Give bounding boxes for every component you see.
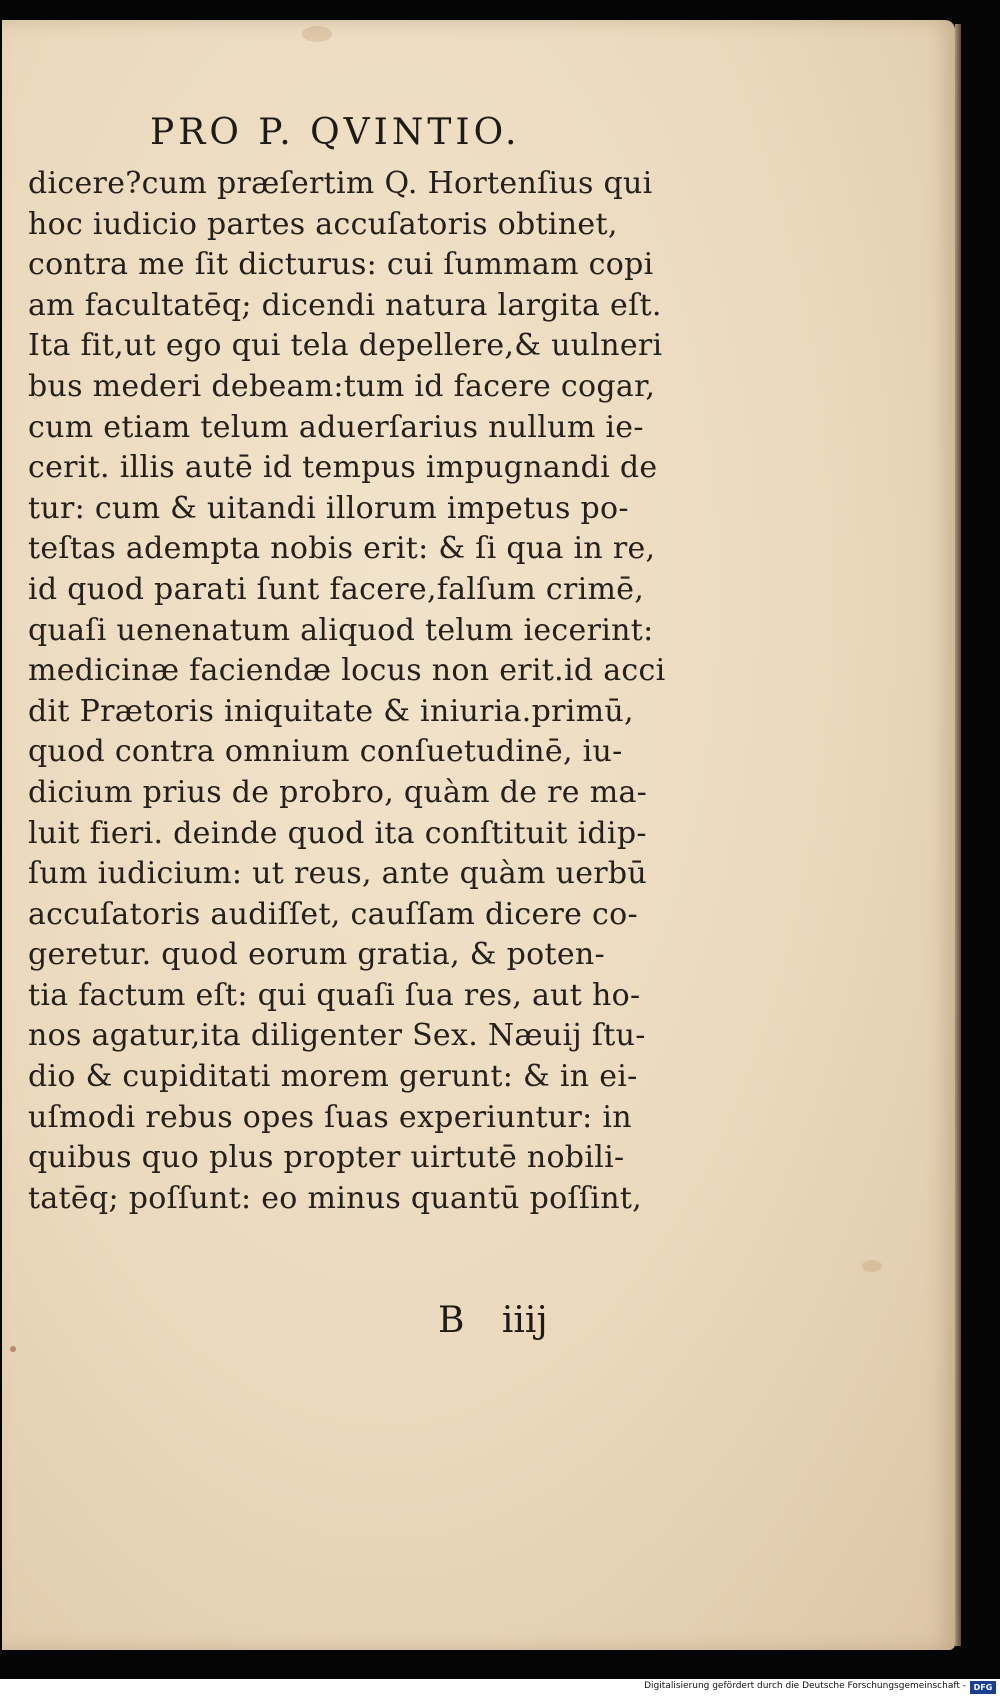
signature-mark: B iiij [438,1300,548,1341]
text-line: tatēq; poſſunt: eo minus quantū poſſint, [28,1180,643,1216]
text-line: tia factum eſt: qui quaſi ſua res, aut ho- [28,977,641,1013]
text-line: geretur. quod eorum gratia, & poten- [28,937,605,973]
text-line: uſmodi rebus opes ſuas experiuntur: in [28,1099,632,1135]
text-line: nos agatur,ita diligenter Sex. Næuij ſtu- [28,1018,646,1054]
text-line: dit Prætoris iniquitate & iniuria.primū, [28,693,634,729]
paper-stain [302,26,332,42]
text-line: medicinæ faciendæ locus non erit.id acci [28,653,666,689]
paper-stain [862,1260,882,1272]
text-line: bus mederi debeam:tum id facere cogar, [28,368,656,404]
text-line: tur: cum & uitandi illorum impetus po- [28,490,629,526]
text-line: dio & cupiditati morem gerunt: & in ei- [28,1059,638,1095]
footer-credit: Digitalisierung gefördert durch die Deutsche Forschungsgemeinschaft - [644,1681,966,1691]
text-line: cum etiam telum aduerſarius nullum ie- [28,409,644,445]
text-line: cerit. illis autē id tempus impugnandi de [28,450,658,486]
text-line: Ita fit,ut ego qui tela depellere,& uulneri [28,328,663,364]
text-line: dicium prius de probro, quàm de re ma- [28,774,648,810]
text-line: id quod parati ſunt facere,falſum crimē, [28,571,645,607]
body-text [28,164,668,1219]
text-line: ſum iudicium: ut reus, ante quàm uerbū [28,856,648,892]
text-line: quibus quo plus propter uirtutē nobili- [28,1140,625,1176]
text-line: quaſi uenenatum aliquod telum iecerint: [28,612,654,648]
text-line: luit fieri. deinde quod ita conſtituit idip- [28,815,647,851]
text-line: accuſatoris audiſſet, cauſſam dicere co- [28,896,638,932]
text-line: dicere?cum præſertim Q. Hortenſius qui [28,166,653,201]
text-line: hoc iudicio partes accuſatoris obtinet, [28,206,618,242]
page-edge [955,24,961,1646]
text-line: quod contra omnium conſuetudinē, iu- [28,734,623,770]
paper-stain [10,1346,16,1352]
dfg-logo: DFG [970,1681,996,1694]
text-line: teſtas adempta nobis erit: & ſi qua in re, [28,531,656,567]
text-line: am facultatēq; dicendi natura largita eſt. [28,287,662,323]
text-line: contra me ſit dicturus: cui ſummam copi [28,247,654,283]
running-head: PRO P. QVINTIO. [150,112,521,153]
